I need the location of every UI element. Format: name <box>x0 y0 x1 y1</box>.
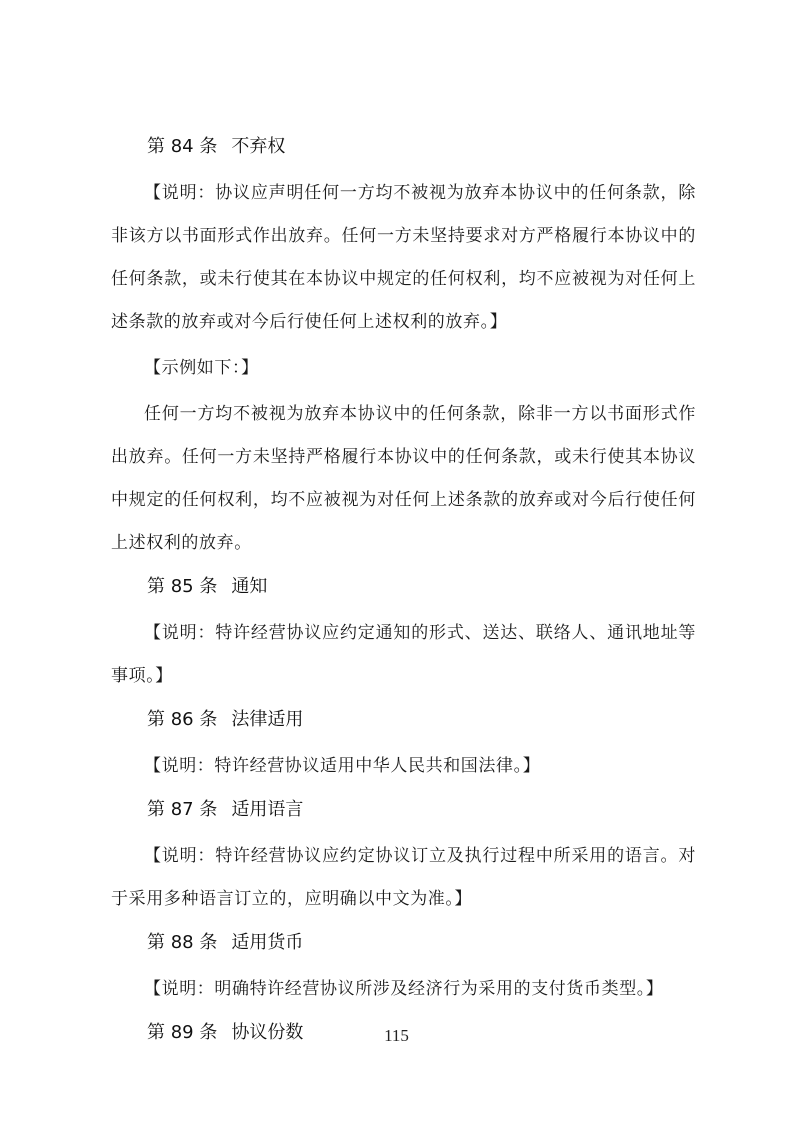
article-85-heading <box>111 568 696 606</box>
article-88-heading <box>111 924 696 962</box>
article-84-note-line-3: 本协议中的任何条款，或未行使其在本协议中规定的任何权利，均不应 <box>111 226 696 289</box>
article-86-note-line-1: 【说明：特许经营协议适用中华人民共和国法律。】 <box>144 756 541 776</box>
article-84-example-line-2: 式作出放弃。任何一方未坚持严格履行本协议中的任何条款，或未行使 <box>111 404 696 467</box>
article-84-note <box>111 172 696 344</box>
article-84-note-line-1: 【说明：协议应声明任何一方均不被视为放弃本协议中的任何条 <box>144 183 643 203</box>
article-89-number: 第 89 条 <box>147 1022 218 1043</box>
article-84-example-label: 【示例如下：】 <box>144 358 259 378</box>
article-88-note-line-1: 【说明：明确特许经营协议所涉及经济行为采用的支付货币类型。】 <box>144 979 664 999</box>
article-84-example-line-1: 任何一方均不被视为放弃本协议中的任何条款，除非一方以书面形 <box>144 404 661 424</box>
article-84-example <box>111 393 696 565</box>
article-87-note <box>111 835 696 921</box>
page-number: 115 <box>384 1026 409 1045</box>
article-88-note <box>111 968 696 1011</box>
article-87-number: 第 87 条 <box>147 799 218 820</box>
article-84-title: 不弃权 <box>231 136 286 157</box>
article-86-heading <box>111 701 696 739</box>
article-85-title: 通知 <box>231 576 268 597</box>
article-84-example-line-4: 今后行使任何上述权利的放弃。 <box>111 490 696 553</box>
article-85-number: 第 85 条 <box>147 576 218 597</box>
article-88-title: 适用货币 <box>231 932 304 953</box>
article-84-note-line-2: 款，除非该方以书面形式作出放弃。任何一方未坚持要求对方严格履行 <box>111 183 696 246</box>
article-86-note <box>111 745 696 788</box>
article-85-note-line-1: 【说明：特许经营协议应约定通知的形式、送达、联络人、通讯地 <box>144 623 661 643</box>
article-89-title: 协议份数 <box>231 1022 304 1043</box>
article-87-title: 适用语言 <box>231 799 304 820</box>
article-84-note-line-4: 被视为对任何上述条款的放弃或对今后行使任何上述权利的放弃。】 <box>111 269 697 332</box>
article-88-number: 第 88 条 <box>147 932 218 953</box>
article-85-note <box>111 612 696 698</box>
article-84-example-line-3: 其本协议中规定的任何权利，均不应被视为对任何上述条款的放弃或对 <box>111 447 696 510</box>
article-86-title: 法律适用 <box>231 709 304 730</box>
article-87-note-line-2: 言。对于采用多种语言订立的，应明确以中文为准。】 <box>111 846 696 909</box>
article-87-note-line-1: 【说明：特许经营协议应约定协议订立及执行过程中所采用的语 <box>144 846 643 866</box>
article-85-note-line-2: 址等事项。】 <box>111 623 696 686</box>
page-content <box>111 128 696 1058</box>
article-87-heading <box>111 791 696 829</box>
article-84-heading <box>111 128 696 166</box>
article-84-number: 第 84 条 <box>147 136 218 157</box>
article-86-number: 第 86 条 <box>147 709 218 730</box>
